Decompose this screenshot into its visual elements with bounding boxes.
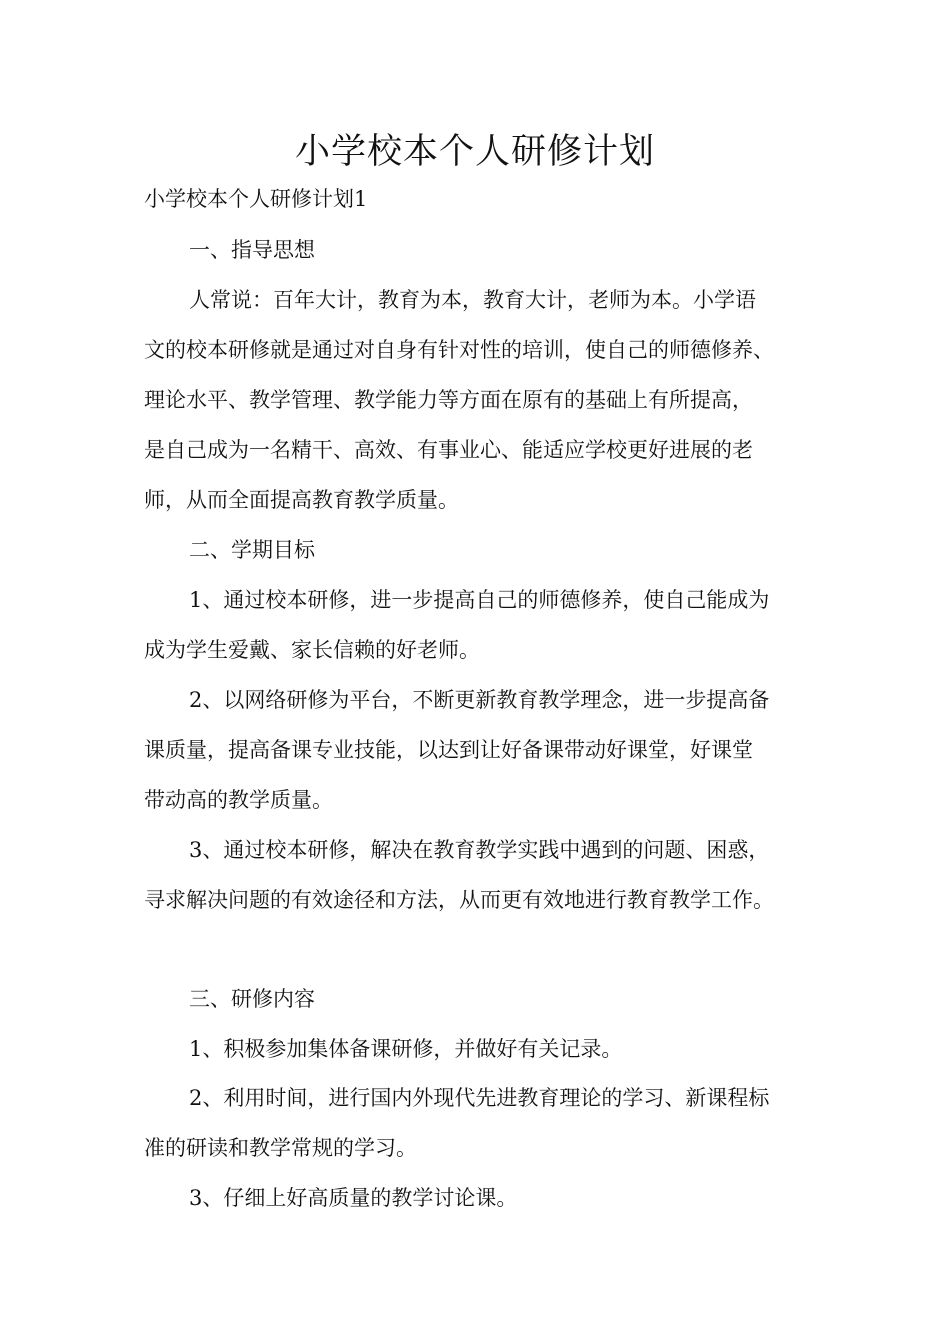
section-heading-guiding-thought: 一、指导思想 [189,238,315,262]
paragraph-line: 1、通过校本研修，进一步提高自己的师德修养，使自己能成为 [189,588,770,612]
paragraph-line: 1、积极参加集体备课研修，并做好有关记录。 [189,1037,623,1061]
paragraph-line: 课质量，提高备课专业技能，以达到让好备课带动好课堂，好课堂 [144,738,753,762]
section-heading-semester-goals: 二、学期目标 [189,538,315,562]
paragraph-line: 人常说：百年大计，教育为本，教育大计，老师为本。小学语 [189,288,756,312]
paragraph-line: 带动高的教学质量。 [144,788,333,812]
paragraph-line: 寻求解决问题的有效途径和方法，从而更有效地进行教育教学工作。 [144,888,774,912]
paragraph-line: 2、以网络研修为平台，不断更新教育教学理念，进一步提高备 [189,688,770,712]
paragraph-line: 准的研读和教学常规的学习。 [144,1136,417,1160]
paragraph-line: 是自己成为一名精干、高效、有事业心、能适应学校更好进展的老 [144,438,753,462]
paragraph-line: 理论水平、教学管理、教学能力等方面在原有的基础上有所提高， [144,388,753,412]
paragraph-line: 3、通过校本研修，解决在教育教学实践中遇到的问题、困惑， [189,838,770,862]
document-subtitle: 小学校本个人研修计划1 [144,187,368,211]
paragraph-line: 文的校本研修就是通过对自身有针对性的培训，使自己的师德修养、 [144,338,774,362]
paragraph-line: 师，从而全面提高教育教学质量。 [144,488,459,512]
paragraph-line: 成为学生爱戴、家长信赖的好老师。 [144,638,480,662]
paragraph-line: 3、仔细上好高质量的教学讨论课。 [189,1186,518,1210]
paragraph-line: 2、利用时间，进行国内外现代先进教育理论的学习、新课程标 [189,1086,770,1110]
page-title: 小学校本个人研修计划 [294,132,655,172]
section-heading-research-content: 三、研修内容 [189,987,315,1011]
